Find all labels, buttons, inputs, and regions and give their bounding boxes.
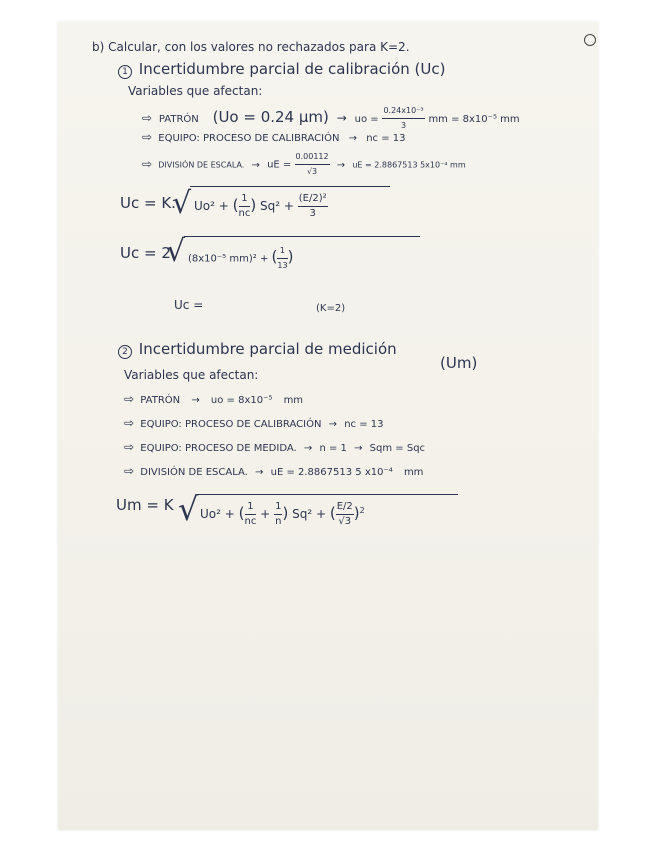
section1-patron-row [142,104,520,133]
hollow-arrow-icon: ⇨ [124,440,135,454]
uc-frac1 [239,192,251,221]
right-arrow-icon: → [336,111,347,125]
hollow-arrow-icon: ⇨ [142,130,153,144]
um-plus: + [260,507,271,521]
patron-value: (Uo = 0.24 μm) [212,108,329,126]
uc-frac2 [298,192,328,221]
s2-equipo1-result: nc = 13 [344,419,384,430]
um-exponent: 2 [359,506,365,515]
uc-frac1-num: 1 [239,192,251,207]
um-frac1-num: 1 [245,500,257,515]
uc-sub-radical-bar [184,236,420,237]
uc-frac2-num: (E/2)² [298,192,328,207]
header-title: Calcular, con los valores no rechazados para K=2. [108,40,410,54]
um-frac2-num: 1 [274,500,282,515]
s2-patron-label: PATRÓN [140,395,181,406]
uc-radical-bar [190,186,390,187]
um-frac1-den: nc [244,516,257,527]
hollow-arrow-icon: ⇨ [142,111,153,125]
right-arrow-icon: → [336,159,346,171]
um-frac3 [336,500,354,529]
patron-frac-num: 0.24x10⁻³ [382,104,424,119]
sqrt-icon: √ [172,186,192,221]
section2-number: 2 [118,345,132,359]
s2-equipo1-label: EQUIPO: PROCESO DE CALIBRACIÓN [140,419,322,430]
uc-result-lhs: Uc = [174,298,204,312]
uc-sub-frac-num: 1 [277,244,287,259]
hollow-arrow-icon: ⇨ [124,464,135,478]
sqrt-icon: √ [166,234,186,269]
section2-equipo1-row [124,416,383,432]
right-arrow-icon: → [251,159,260,171]
s2-division-unit: mm [403,467,424,478]
right-arrow-icon: → [354,443,363,454]
division-result: uE = 2.8867513 5x10⁻⁴ mm [352,160,466,170]
corner-circle-mark [584,34,596,46]
um-term1: Uo² + [200,507,235,521]
patron-result-prefix: uo = [354,114,379,125]
uc-formula-lhs: Uc = K. [120,194,176,212]
s2-division-result: uE = 2.8867513 5 x10⁻⁴ [270,467,393,478]
division-frac-num: 0.00112 [295,150,330,165]
s2-patron-unit: mm [283,395,304,406]
uc-sub-frac-den: 13 [277,261,288,270]
sqrt-icon: √ [178,490,199,528]
um-formula-body: Uo² + ( $\frac{1}{nc}$ + $\frac{1}{n}$ ) Sq² + ( $\frac{E/2}{√3}$ )$^2$ [200,501,365,527]
section1-equipo-row [142,130,405,146]
uc-sub-term1: (8x10⁻⁵ mm)² + [188,253,269,265]
hollow-arrow-icon: ⇨ [124,392,135,406]
division-fraction [295,150,330,179]
s2-patron-result: uo = 8x10⁻⁵ [210,395,273,406]
um-term2: Sq² + [292,507,327,521]
s2-equipo2-sq: Sqm = Sqc [369,443,426,454]
right-arrow-icon: → [348,133,357,144]
section1-variables-label: Variables que afectan: [128,84,263,98]
section1-symbol: (Uc) [414,60,446,78]
section2-equipo2-row [124,440,425,456]
uc-frac1-den: nc [238,208,251,219]
division-prefix: uE = [267,159,292,171]
right-arrow-icon: → [255,467,264,478]
patron-result-suffix: mm = 8x10⁻⁵ mm [428,114,520,125]
um-frac2-den: n [275,516,282,527]
um-frac3-den: √3 [338,516,352,527]
uc-sub-body: (8x10⁻⁵ mm)² + ( $\frac{1}{13}$ ) [188,244,293,273]
um-frac1 [245,500,257,529]
s2-division-label: DIVISIÓN DE ESCALA. [140,467,248,478]
patron-label: PATRÓN [158,114,199,125]
right-arrow-icon: → [191,395,200,406]
equipo-result: nc = 13 [366,133,406,144]
section2-title: Incertidumbre parcial de medición [138,340,397,358]
uc-formula-body: Uo² + ( $\frac{1}{nc}$ ) Sq² + $\frac{\text{(E/2)²}}{3}$ [194,193,327,219]
section1-number: 1 [118,65,132,79]
uc-sub-frac [277,244,287,273]
section2-division-row [124,464,423,480]
hollow-arrow-icon: ⇨ [142,156,153,171]
item-label: b) [92,40,105,54]
patron-frac-den: 3 [400,121,407,130]
section1-heading [118,62,445,79]
uc-result-k: (K=2) [316,303,346,314]
section1-division-row [142,150,466,179]
section2-patron-row [124,392,303,408]
patron-fraction [382,104,424,133]
section2-variables-label: Variables que afectan: [124,368,259,382]
right-arrow-icon: → [303,443,313,454]
s2-equipo2-label: EQUIPO: PROCESO DE MEDIDA. [140,443,297,454]
uc-sub-lhs: Uc = 2. [120,244,176,262]
um-formula-lhs: Um = K [116,496,174,514]
division-frac-den: √3 [306,167,318,176]
hollow-arrow-icon: ⇨ [124,416,135,430]
uc-term1: Uo² + [194,199,229,213]
section2-heading [118,342,397,359]
right-arrow-icon: → [328,419,337,430]
header-line [92,40,410,54]
uc-term2: Sq² + [260,199,294,213]
um-frac3-num: E/2 [336,500,354,515]
equipo-label: EQUIPO: PROCESO DE CALIBRACIÓN [158,133,340,144]
section2-symbol: (Um) [440,354,478,372]
s2-equipo2-n: n = 1 [319,443,347,454]
division-label: DIVISIÓN DE ESCALA. [158,160,245,170]
uc-frac2-den: 3 [309,208,316,219]
section1-title: Incertidumbre parcial de calibración [138,60,410,78]
um-radical-bar [196,494,458,495]
